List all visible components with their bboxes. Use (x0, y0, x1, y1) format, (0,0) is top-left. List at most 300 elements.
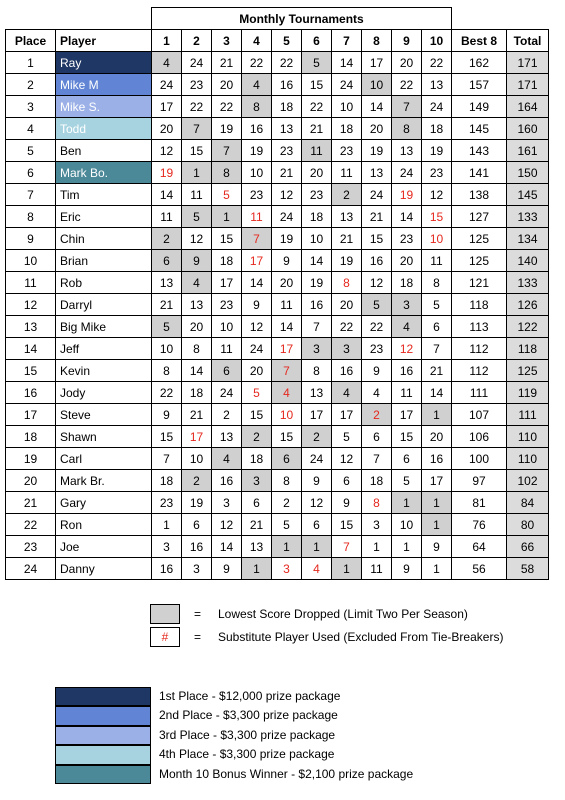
player-name-cell: Big Mike (56, 316, 152, 338)
prize-label: 2nd Place - $3,300 prize package (159, 708, 338, 723)
month-score-cell: 13 (302, 382, 332, 404)
month-score-cell: 19 (212, 118, 242, 140)
month-score-cell: 6 (302, 514, 332, 536)
place-cell: 24 (6, 558, 56, 580)
prize-color-swatch (55, 687, 151, 706)
month-score-cell: 21 (332, 228, 362, 250)
best8-cell: 112 (452, 360, 507, 382)
player-name-cell: Tim (56, 184, 152, 206)
month-score-cell: 23 (422, 162, 452, 184)
month-score-cell: 2 (272, 492, 302, 514)
best8-cell: 97 (452, 470, 507, 492)
player-name-cell: Jeff (56, 338, 152, 360)
month-score-cell: 15 (152, 426, 182, 448)
best8-cell: 125 (452, 228, 507, 250)
column-header: 6 (302, 30, 332, 52)
month-score-cell: 12 (422, 184, 452, 206)
best8-cell: 118 (452, 294, 507, 316)
month-score-cell: 1 (362, 536, 392, 558)
best8-cell: 113 (452, 316, 507, 338)
month-score-cell: 8 (152, 360, 182, 382)
player-name-cell: Ron (56, 514, 152, 536)
best8-cell: 107 (452, 404, 507, 426)
month-score-cell: 10 (392, 514, 422, 536)
column-header: Place (6, 30, 56, 52)
month-score-cell: 24 (272, 206, 302, 228)
player-name-cell: Brian (56, 250, 152, 272)
total-cell: 171 (507, 74, 549, 96)
month-score-cell: 15 (242, 404, 272, 426)
month-score-cell: 19 (182, 492, 212, 514)
table-row (6, 404, 549, 426)
month-score-cell: 12 (332, 448, 362, 470)
month-score-cell: 2 (362, 404, 392, 426)
month-score-cell: 23 (152, 492, 182, 514)
place-cell: 19 (6, 448, 56, 470)
month-score-cell: 12 (182, 228, 212, 250)
month-score-cell: 3 (182, 558, 212, 580)
month-score-cell: 10 (362, 74, 392, 96)
month-score-cell: 19 (302, 272, 332, 294)
total-cell: 133 (507, 272, 549, 294)
month-score-cell: 8 (212, 162, 242, 184)
month-score-cell: 16 (272, 74, 302, 96)
month-score-cell: 23 (362, 338, 392, 360)
table-row (6, 514, 549, 536)
month-score-cell: 18 (332, 118, 362, 140)
best8-cell: 138 (452, 184, 507, 206)
month-score-cell: 24 (182, 52, 212, 74)
place-cell: 9 (6, 228, 56, 250)
month-score-cell: 1 (422, 404, 452, 426)
month-score-cell: 1 (302, 536, 332, 558)
month-score-cell: 11 (212, 338, 242, 360)
total-cell: 171 (507, 52, 549, 74)
month-score-cell: 20 (242, 360, 272, 382)
month-score-cell: 22 (302, 96, 332, 118)
month-score-cell: 15 (362, 228, 392, 250)
month-score-cell: 8 (242, 96, 272, 118)
place-cell: 17 (6, 404, 56, 426)
month-score-cell: 1 (272, 536, 302, 558)
place-cell: 15 (6, 360, 56, 382)
month-score-cell: 24 (212, 382, 242, 404)
month-score-cell: 10 (212, 316, 242, 338)
month-score-cell: 16 (242, 118, 272, 140)
column-header: 9 (392, 30, 422, 52)
month-score-cell: 6 (152, 250, 182, 272)
column-header: 1 (152, 30, 182, 52)
month-score-cell: 18 (152, 470, 182, 492)
month-score-cell: 14 (182, 360, 212, 382)
player-name-cell: Mark Br. (56, 470, 152, 492)
column-header: 7 (332, 30, 362, 52)
best8-cell: 127 (452, 206, 507, 228)
month-score-cell: 7 (242, 228, 272, 250)
prize-color-swatch (55, 745, 151, 764)
month-score-cell: 4 (182, 272, 212, 294)
month-score-cell: 11 (332, 162, 362, 184)
month-score-cell: 2 (182, 470, 212, 492)
prize-label: 3rd Place - $3,300 prize package (159, 727, 336, 742)
table-row (6, 426, 549, 448)
month-score-cell: 20 (182, 316, 212, 338)
month-score-cell: 1 (332, 558, 362, 580)
total-cell: 66 (507, 536, 549, 558)
best8-cell: 111 (452, 382, 507, 404)
month-score-cell: 11 (272, 294, 302, 316)
month-score-cell: 22 (182, 96, 212, 118)
month-score-cell: 21 (302, 118, 332, 140)
total-cell: 140 (507, 250, 549, 272)
table-row (6, 74, 549, 96)
blank-cell (452, 8, 507, 30)
table-row (6, 118, 549, 140)
month-score-cell: 9 (332, 492, 362, 514)
month-score-cell: 8 (302, 360, 332, 382)
month-score-cell: 3 (152, 536, 182, 558)
month-score-cell: 24 (152, 74, 182, 96)
month-score-cell: 3 (392, 294, 422, 316)
column-header: Total (507, 30, 549, 52)
month-score-cell: 14 (392, 206, 422, 228)
month-score-cell: 14 (422, 382, 452, 404)
month-score-cell: 7 (302, 316, 332, 338)
month-score-cell: 15 (392, 426, 422, 448)
best8-cell: 121 (452, 272, 507, 294)
month-score-cell: 10 (152, 338, 182, 360)
month-score-cell: 21 (272, 162, 302, 184)
group-header-row (6, 8, 549, 30)
month-score-cell: 20 (302, 162, 332, 184)
prize-color-swatch (55, 706, 151, 725)
month-score-cell: 24 (242, 338, 272, 360)
table-row (6, 250, 549, 272)
month-score-cell: 3 (302, 338, 332, 360)
best8-cell: 64 (452, 536, 507, 558)
month-score-cell: 17 (272, 338, 302, 360)
month-score-cell: 18 (212, 250, 242, 272)
table-row (6, 228, 549, 250)
month-score-cell: 11 (182, 184, 212, 206)
best8-cell: 76 (452, 514, 507, 536)
month-score-cell: 5 (422, 294, 452, 316)
prize-label: Month 10 Bonus Winner - $2,100 prize package (159, 766, 414, 781)
player-name-cell: Joe (56, 536, 152, 558)
month-score-cell: 10 (272, 404, 302, 426)
month-score-cell: 20 (422, 426, 452, 448)
place-cell: 20 (6, 470, 56, 492)
total-cell: 126 (507, 294, 549, 316)
month-score-cell: 12 (242, 316, 272, 338)
month-score-cell: 10 (332, 96, 362, 118)
month-score-cell: 23 (392, 228, 422, 250)
best8-cell: 125 (452, 250, 507, 272)
month-score-cell: 6 (422, 316, 452, 338)
month-score-cell: 7 (212, 140, 242, 162)
best8-cell: 112 (452, 338, 507, 360)
month-score-cell: 21 (212, 52, 242, 74)
month-score-cell: 7 (152, 448, 182, 470)
column-header: Best 8 (452, 30, 507, 52)
month-score-cell: 15 (212, 228, 242, 250)
table-row (6, 294, 549, 316)
total-cell: 58 (507, 558, 549, 580)
month-score-cell: 19 (332, 250, 362, 272)
standings-body (6, 52, 549, 580)
month-score-cell: 21 (182, 404, 212, 426)
table-row (6, 382, 549, 404)
table-row (6, 140, 549, 162)
total-cell: 122 (507, 316, 549, 338)
total-cell: 84 (507, 492, 549, 514)
month-score-cell: 20 (392, 250, 422, 272)
month-score-cell: 12 (152, 140, 182, 162)
month-score-cell: 13 (212, 426, 242, 448)
best8-cell: 157 (452, 74, 507, 96)
table-row (6, 492, 549, 514)
month-score-cell: 18 (302, 206, 332, 228)
month-score-cell: 20 (392, 52, 422, 74)
month-score-cell: 5 (242, 382, 272, 404)
month-score-cell: 5 (152, 316, 182, 338)
month-score-cell: 1 (212, 206, 242, 228)
month-score-cell: 3 (332, 338, 362, 360)
equals-sign: = (194, 630, 202, 644)
best8-cell: 141 (452, 162, 507, 184)
month-score-cell: 1 (182, 162, 212, 184)
best8-cell: 162 (452, 52, 507, 74)
month-score-cell: 23 (272, 140, 302, 162)
month-score-cell: 23 (242, 184, 272, 206)
table-row (6, 184, 549, 206)
month-score-cell: 17 (422, 470, 452, 492)
total-cell: 134 (507, 228, 549, 250)
month-score-cell: 10 (182, 448, 212, 470)
month-score-cell: 1 (422, 558, 452, 580)
total-cell: 119 (507, 382, 549, 404)
month-score-cell: 15 (302, 74, 332, 96)
month-score-cell: 22 (152, 382, 182, 404)
best8-cell: 100 (452, 448, 507, 470)
total-cell: 102 (507, 470, 549, 492)
place-cell: 13 (6, 316, 56, 338)
column-header: 8 (362, 30, 392, 52)
month-score-cell: 2 (332, 184, 362, 206)
month-score-cell: 1 (422, 492, 452, 514)
player-name-cell: Ben (56, 140, 152, 162)
month-score-cell: 24 (302, 448, 332, 470)
player-name-cell: Mike M (56, 74, 152, 96)
month-score-cell: 9 (182, 250, 212, 272)
month-score-cell: 20 (362, 118, 392, 140)
month-score-cell: 23 (302, 184, 332, 206)
prize-label: 1st Place - $12,000 prize package (159, 689, 341, 703)
column-header: 4 (242, 30, 272, 52)
column-header-row (6, 30, 549, 52)
month-score-cell: 8 (182, 338, 212, 360)
month-score-cell: 4 (302, 558, 332, 580)
month-score-cell: 6 (272, 448, 302, 470)
place-cell: 4 (6, 118, 56, 140)
total-cell: 80 (507, 514, 549, 536)
total-cell: 125 (507, 360, 549, 382)
total-cell: 111 (507, 404, 549, 426)
month-score-cell: 7 (422, 338, 452, 360)
month-score-cell: 5 (392, 470, 422, 492)
total-cell: 161 (507, 140, 549, 162)
month-score-cell: 18 (272, 96, 302, 118)
month-score-cell: 4 (332, 382, 362, 404)
total-cell: 160 (507, 118, 549, 140)
table-row (6, 360, 549, 382)
month-score-cell: 12 (302, 492, 332, 514)
month-score-cell: 8 (392, 118, 422, 140)
month-score-cell: 17 (152, 96, 182, 118)
month-score-cell: 20 (212, 74, 242, 96)
month-score-cell: 24 (422, 96, 452, 118)
month-score-cell: 10 (302, 228, 332, 250)
player-name-cell: Gary (56, 492, 152, 514)
month-score-cell: 9 (362, 360, 392, 382)
month-score-cell: 24 (362, 184, 392, 206)
player-name-cell: Kevin (56, 360, 152, 382)
month-score-cell: 14 (302, 250, 332, 272)
table-row (6, 206, 549, 228)
equals-sign: = (194, 607, 202, 621)
month-score-cell: 11 (152, 206, 182, 228)
month-score-cell: 4 (152, 52, 182, 74)
month-score-cell: 8 (332, 272, 362, 294)
place-cell: 1 (6, 52, 56, 74)
month-score-cell: 14 (272, 316, 302, 338)
month-score-cell: 22 (272, 52, 302, 74)
month-score-cell: 5 (272, 514, 302, 536)
month-score-cell: 2 (152, 228, 182, 250)
month-score-cell: 6 (392, 448, 422, 470)
player-name-cell: Jody (56, 382, 152, 404)
player-name-cell: Carl (56, 448, 152, 470)
month-score-cell: 22 (242, 52, 272, 74)
month-score-cell: 6 (362, 426, 392, 448)
table-row (6, 536, 549, 558)
total-cell: 150 (507, 162, 549, 184)
month-score-cell: 9 (272, 250, 302, 272)
month-score-cell: 2 (302, 426, 332, 448)
month-score-cell: 21 (242, 514, 272, 536)
best8-cell: 145 (452, 118, 507, 140)
table-row (6, 272, 549, 294)
month-score-cell: 22 (212, 96, 242, 118)
blank-cell (56, 8, 152, 30)
month-score-cell: 13 (272, 118, 302, 140)
month-score-cell: 22 (392, 74, 422, 96)
best8-cell: 81 (452, 492, 507, 514)
month-score-cell: 1 (242, 558, 272, 580)
month-score-cell: 14 (152, 184, 182, 206)
place-cell: 7 (6, 184, 56, 206)
month-score-cell: 15 (332, 514, 362, 536)
month-score-cell: 6 (182, 514, 212, 536)
month-score-cell: 19 (392, 184, 422, 206)
total-cell: 145 (507, 184, 549, 206)
month-score-cell: 5 (212, 184, 242, 206)
month-score-cell: 19 (422, 140, 452, 162)
blank-cell (6, 8, 56, 30)
column-header: Player (56, 30, 152, 52)
month-score-cell: 16 (332, 360, 362, 382)
monthly-tournaments-header: Monthly Tournaments (152, 8, 452, 30)
month-score-cell: 21 (152, 294, 182, 316)
month-score-cell: 13 (362, 162, 392, 184)
column-header: 10 (422, 30, 452, 52)
month-score-cell: 17 (242, 250, 272, 272)
month-score-cell: 9 (152, 404, 182, 426)
month-score-cell: 4 (242, 74, 272, 96)
best8-cell: 56 (452, 558, 507, 580)
sub-swatch: # (150, 627, 180, 647)
month-score-cell: 1 (392, 536, 422, 558)
month-score-cell: 15 (182, 140, 212, 162)
player-name-cell: Rob (56, 272, 152, 294)
month-score-cell: 14 (212, 536, 242, 558)
month-score-cell: 5 (182, 206, 212, 228)
month-score-cell: 11 (302, 140, 332, 162)
month-score-cell: 8 (422, 272, 452, 294)
month-score-cell: 23 (212, 294, 242, 316)
month-score-cell: 22 (362, 316, 392, 338)
month-score-cell: 7 (392, 96, 422, 118)
month-score-cell: 3 (272, 558, 302, 580)
month-score-cell: 17 (332, 404, 362, 426)
place-cell: 8 (6, 206, 56, 228)
month-score-cell: 13 (182, 294, 212, 316)
dropped-swatch (150, 604, 180, 624)
month-score-cell: 7 (362, 448, 392, 470)
month-score-cell: 14 (332, 52, 362, 74)
place-cell: 5 (6, 140, 56, 162)
place-cell: 12 (6, 294, 56, 316)
sub-legend-text: Substitute Player Used (Excluded From Tie-Breakers) (218, 630, 504, 644)
month-score-cell: 12 (272, 184, 302, 206)
month-score-cell: 20 (272, 272, 302, 294)
month-score-cell: 17 (212, 272, 242, 294)
month-score-cell: 17 (302, 404, 332, 426)
month-score-cell: 16 (212, 470, 242, 492)
place-cell: 14 (6, 338, 56, 360)
month-score-cell: 9 (212, 558, 242, 580)
place-cell: 21 (6, 492, 56, 514)
month-score-cell: 7 (332, 536, 362, 558)
month-score-cell: 16 (182, 536, 212, 558)
month-score-cell: 12 (392, 338, 422, 360)
month-score-cell: 17 (392, 404, 422, 426)
month-score-cell: 24 (332, 74, 362, 96)
month-score-cell: 16 (422, 448, 452, 470)
month-score-cell: 20 (152, 118, 182, 140)
place-cell: 10 (6, 250, 56, 272)
month-score-cell: 6 (332, 470, 362, 492)
total-cell: 110 (507, 426, 549, 448)
month-score-cell: 20 (332, 294, 362, 316)
place-cell: 2 (6, 74, 56, 96)
month-score-cell: 19 (242, 140, 272, 162)
month-score-cell: 18 (392, 272, 422, 294)
player-name-cell: Mike S. (56, 96, 152, 118)
month-score-cell: 4 (362, 382, 392, 404)
dropped-legend-text: Lowest Score Dropped (Limit Two Per Season) (218, 607, 468, 621)
month-score-cell: 13 (422, 74, 452, 96)
